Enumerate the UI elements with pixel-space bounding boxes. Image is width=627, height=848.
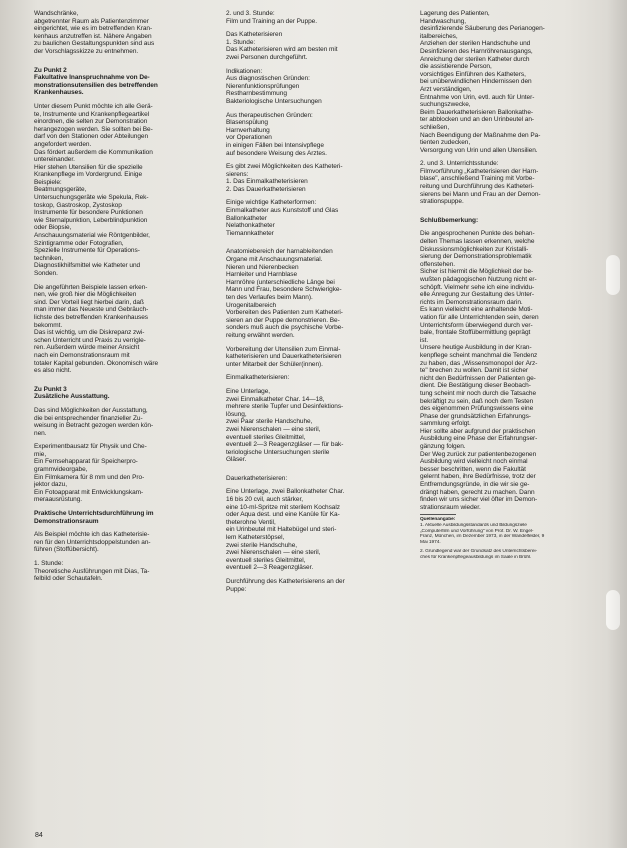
- paragraph-gap: [420, 206, 604, 217]
- text-line: Harnverhaltung: [226, 126, 270, 134]
- text-line: eventuell 2—3 Reagenzgläser — für bak-: [226, 441, 344, 449]
- text-line: Eine Unterlage,: [226, 387, 271, 395]
- text-line: Hier sollte aber aufgrund der praktischen: [420, 427, 536, 435]
- text-line: 1. Stunde:: [34, 560, 64, 567]
- text-line: die bei entsprechender finanzieller Zu-: [34, 414, 143, 422]
- text-line: Sicher ist hiermit die Möglichkeit der be-: [420, 268, 534, 276]
- page-number: 84: [35, 832, 43, 839]
- text-line: Urogenitalbereich: [226, 301, 277, 309]
- text-line: gelernt haben, ihre Bedürfnisse, trotz der: [420, 473, 536, 481]
- text-line: Unter diesem Punkt möchte ich alle Gerä-: [34, 102, 153, 110]
- text-line: Nach Beendigung der Maßnahme den Pa-: [420, 131, 541, 139]
- text-line: zwei Nierenschalen — eine steril,: [226, 425, 321, 433]
- text-line: kenhaus anzutreffen ist. Nähere Angaben: [34, 32, 152, 40]
- text-line: Anziehen der sterilen Handschuhe und: [420, 40, 531, 48]
- text-line: man immer das Neueste und Gebräuch-: [34, 306, 149, 314]
- text-line: zwei sterile Handschuhe,: [226, 541, 298, 549]
- text-line: angefordert werden.: [34, 140, 92, 148]
- text-line: Lagerung des Patienten,: [420, 10, 490, 17]
- section-heading-line: monstrationsutensilien des betreffenden: [34, 81, 158, 89]
- text-line: ter abblocken und an den Urinbeutel an-: [420, 116, 535, 124]
- text-line: meraausrüstung.: [34, 496, 83, 504]
- text-line: Mann und Frau, besondere Schwierigke-: [226, 286, 342, 294]
- text-line: oder Aqua dest. und eine Kanüle für Ka-: [226, 511, 340, 519]
- text-line: reitung und Durchführung des Katheteri-: [420, 183, 535, 191]
- text-line: 16 bis 20 cvil, auch stärker,: [226, 496, 303, 504]
- text-line: 1. Stunde:: [226, 38, 256, 46]
- paragraph-gap: [34, 375, 210, 386]
- text-line: kenpflege scheint manchmal die Tendenz: [420, 351, 538, 359]
- text-line: Beatmungsgeräte,: [34, 186, 87, 194]
- text-line: Untersuchungsgeräte wie Spekula, Rek-: [34, 194, 149, 202]
- text-line: zu haben, das „Wissensmonopol der Ärz-: [420, 359, 538, 367]
- text-line: nicht den Bedürfnissen der Patienten ge-: [420, 374, 536, 382]
- text-line: Es gibt zwei Möglichkeiten des Katheteri-: [226, 163, 343, 171]
- text-line: delten Themas lassen erkennen, welche: [420, 238, 535, 246]
- text-line: offenstehen.: [420, 260, 456, 268]
- text-line: des eigenommen Prüfungswissens eine: [420, 405, 534, 413]
- text-line: Nierenfunktionsprüfungen: [226, 82, 300, 90]
- footnote-line: Quellenangabe:: [420, 517, 456, 523]
- text-line: Spezielle Instrumente für Operations-: [34, 247, 140, 255]
- text-line: Experimentbausatz für Physik und Che-: [34, 443, 147, 451]
- text-line: Diagnostikhilfsmittel wie Katheter und: [34, 262, 141, 270]
- text-line: zwei Paar sterile Handschuhe,: [226, 418, 313, 426]
- text-line: bekräftigt zu sein, daß noch dem Testen: [420, 397, 534, 405]
- text-line: sierens:: [226, 170, 249, 178]
- text-line: eingerichtet, wie es im betreffenden Kran-: [34, 25, 153, 33]
- text-line: techniken,: [34, 254, 64, 262]
- text-line: Indikationen:: [226, 67, 263, 75]
- text-line: Einmalkatheter aus Kunststoff und Glas: [226, 207, 339, 215]
- text-line: Organe mit Anschauungsmaterial.: [226, 256, 323, 264]
- text-line: Ausbildung eine Phase der Erfahrungser-: [420, 435, 538, 443]
- text-line: unter Mitarbeit der Schüler(innen).: [226, 360, 323, 368]
- text-line: herangezogen werden. Sie sollten bei Be-: [34, 125, 153, 133]
- footnote-line: Franz, München, im Dezember 1973, in der Wandelfelder, 9: [420, 534, 545, 540]
- scan-shadow: [607, 0, 627, 848]
- text-line: Tiemannkatheter: [226, 229, 274, 237]
- text-line: Das Katheterisieren: [226, 31, 283, 39]
- text-line: strationsraum wieder.: [420, 503, 481, 511]
- text-line: theterohne Ventil,: [226, 518, 276, 526]
- text-line: Theoretische Ausführungen mit Dias, Ta-: [34, 567, 150, 575]
- text-line: toskop, Gastroskop, Zystoskop: [34, 201, 122, 209]
- text-line: zu baulichen Gestaltungspunkten sind aus: [34, 40, 155, 48]
- section-heading-line: Praktische Unterrichtsdurchführung im: [34, 510, 154, 518]
- text-line: Desinfizieren des Harnröhrenausgangs,: [420, 47, 533, 55]
- text-line: Beispiele:: [34, 178, 62, 186]
- text-line: zwei Nierenschalen — eine steril,: [226, 549, 321, 557]
- text-line: mie,: [34, 450, 47, 458]
- text-line: richts im Demonstrationsraum darin.: [420, 298, 523, 306]
- section-heading-line: Fakultative Inanspruchnahme von De-: [34, 74, 150, 82]
- text-line: te" brechen zu wollen. Damit ist sicher: [420, 367, 529, 375]
- text-line: eventuell steriles Gleitmittel,: [226, 433, 306, 441]
- text-line: besser beschritten, wenn die Fakultät: [420, 465, 526, 473]
- text-line: nen.: [34, 429, 47, 437]
- text-line: 1. Das Einmalkatheterisieren: [226, 178, 308, 186]
- paragraph-gap: [34, 56, 210, 67]
- text-line: Beim Dauerkatheterisieren Ballonkathe-: [420, 108, 533, 116]
- text-line: nach ein Demonstrationsraum mit: [34, 351, 130, 359]
- text-line: Film und Training an der Puppe.: [226, 17, 317, 25]
- text-line: Aus therapeutischen Gründen:: [226, 111, 313, 119]
- text-line: finden wir uns sicher viel öfter im Demon-: [420, 496, 538, 504]
- text-line: Diskussionsmöglichkeiten zur Kristalli-: [420, 245, 529, 253]
- text-line: 2. und 3. Stunde:: [226, 10, 275, 17]
- section-heading-line: Zu Punkt 3: [34, 385, 67, 393]
- text-line: weisung in Betracht gezogen werden kön-: [34, 422, 154, 430]
- text-line: schen Unterricht und Praxis zu verrigle-: [34, 336, 146, 344]
- text-line: Vorbereiten des Patienten zum Katheteri-: [226, 309, 343, 317]
- text-line: zwei Einmalkatheter Char. 14—18,: [226, 395, 325, 403]
- text-line: ren für den Unterrichtsdoppelstunden an-: [34, 538, 151, 546]
- text-line: sierung der Demonstrationsproblematik: [420, 253, 532, 261]
- text-line: Krankenpflege im Vordergrund. Einige: [34, 171, 143, 179]
- text-line: darf von den Stationen oder Abteilungen: [34, 133, 149, 141]
- text-line: Bakteriologische Untersuchungen: [226, 97, 322, 105]
- text-line: blase", anschließend Training mit Vorbe-: [420, 175, 535, 183]
- text-line: dient. Die Bestätigung dieser Beobach-: [420, 382, 531, 390]
- text-line: führen (Stoffübersicht).: [34, 546, 99, 554]
- text-line: Als Beispiel möchte ich das Katheterisie-: [34, 531, 150, 539]
- text-line: Handwaschung,: [420, 17, 466, 25]
- text-line: Unsere heutige Ausbildung in der Kran-: [420, 344, 532, 352]
- text-line: Nelathonkatheter: [226, 222, 275, 230]
- text-line: Gläser.: [226, 456, 247, 464]
- text-line: Puppe:: [226, 585, 247, 593]
- text-line: Szintigramme oder Fotografien,: [34, 239, 124, 247]
- text-line: eventuell steriles Gleitmittel,: [226, 556, 306, 564]
- text-line: Ein Fotoapparat mit Entwicklungskam-: [34, 488, 144, 496]
- text-line: Einmalkatheterisieren:: [226, 374, 290, 382]
- text-line: strationspuppe.: [420, 198, 464, 206]
- text-line: Entnahme von Urin, evtl. auch für Unter-: [420, 93, 535, 101]
- footnote-line: 1. Aktuelle Ausbildungsstandards und Bildungsziele: [420, 523, 527, 528]
- text-line: desinfizierende Säuberung des Perianogen-: [420, 25, 545, 33]
- text-line: sonders muß auch die psychische Vorbe-: [226, 324, 344, 332]
- text-line: Durchführung des Katheterisierens an der: [226, 578, 345, 585]
- column-left: [34, 10, 210, 583]
- footnote-rule: [420, 514, 456, 515]
- text-line: auf besondere Weisung des Arztes.: [226, 149, 327, 157]
- text-line: Entfremdungsgründe, in die wir sie ge-: [420, 481, 530, 489]
- column-right: [420, 10, 604, 561]
- text-line: reitung erwähnt werden.: [226, 331, 295, 339]
- text-line: gänzung folgen.: [420, 443, 466, 451]
- text-line: Hier stehen Utensilien für die spezielle: [34, 163, 143, 171]
- text-line: schließen,: [420, 123, 450, 131]
- text-line: te, Instrumente und Krankenpflegeartikel: [34, 110, 150, 118]
- text-line: vation für alle Unterrichtenden sein, deren: [420, 313, 539, 321]
- text-line: Anschauungsmaterial wie Röntgenbilder,: [34, 232, 150, 240]
- section-heading-line: Schlußbemerkung:: [420, 216, 479, 224]
- text-line: ten des Verlaufes beim Mann).: [226, 294, 313, 301]
- column-middle: [226, 10, 406, 593]
- text-line: totaler Kapital gebunden. Ökonomisch wäre: [34, 359, 159, 367]
- text-line: Eine Unterlage, zwei Ballonkatheter Char.: [226, 488, 345, 496]
- text-line: Harnleiter und Harnblase: [226, 271, 298, 279]
- text-line: Blasenspülung: [226, 119, 268, 127]
- text-line: es also nicht.: [34, 367, 72, 375]
- section-heading-line: Krankenhauses.: [34, 89, 84, 97]
- text-line: suchungszwecke,: [420, 101, 471, 109]
- text-line: Die angesprochenen Punkte des behan-: [420, 230, 535, 238]
- text-line: vorsichtiges Einführen des Katheters,: [420, 70, 526, 78]
- footnote-line: „Computerfilm und Vorführung" von Prof. Dr. W. Engel-: [420, 528, 534, 534]
- paragraph-gap: [226, 237, 406, 248]
- text-line: Einige wichtige Katheterformen:: [226, 199, 317, 207]
- text-line: Nieren und Nierenbecken: [226, 263, 299, 271]
- text-line: lichste des betreffenden Krankenhauses: [34, 313, 148, 321]
- text-line: Instrumente für besondere Punktionen: [34, 209, 143, 217]
- text-line: bekommt.: [34, 321, 63, 329]
- text-line: 2. Das Dauerkatheterisieren: [226, 185, 306, 193]
- text-line: Sonden.: [34, 270, 58, 277]
- text-line: felbild oder Schautafeln.: [34, 575, 103, 583]
- text-line: tung scheint mir noch durch die Tatsache: [420, 389, 537, 397]
- footnote-line: 2. Grundlegend war der Grundsatz des Unterrichtsberei-: [420, 549, 538, 555]
- text-line: Unterrichtsform überwiegend durch ver-: [420, 321, 533, 329]
- text-line: bei unüberwindlichen Hindernissen den: [420, 78, 532, 86]
- text-line: bale, frontale Stoffübermittlung geprägt: [420, 329, 531, 337]
- text-line: Versorgung von Urin und allen Utensilien.: [420, 146, 538, 154]
- text-line: Das sind Möglichkeiten der Ausstattung,: [34, 406, 148, 414]
- text-line: zwei Personen durchgeführt.: [226, 53, 308, 61]
- text-line: Das Katheterisieren wird am besten mit: [226, 46, 338, 54]
- text-line: nen, wie groß hier die Möglichkeiten: [34, 291, 137, 299]
- text-line: drängt haben, gerecht zu machen. Dann: [420, 488, 535, 496]
- text-line: Ausbildung wird vielleicht noch einmal: [420, 458, 528, 466]
- text-line: einordnen, die selten zur Demonstration: [34, 118, 148, 126]
- section-heading-line: Zu Punkt 2: [34, 66, 67, 74]
- text-line: Dauerkatheterisieren:: [226, 474, 288, 482]
- text-line: Filmvorführung „Katheterisieren der Harn-: [420, 167, 539, 175]
- text-line: Restharnbestimmung: [226, 90, 287, 98]
- text-line: wußten pädagogischen Nutzung nicht er-: [420, 276, 537, 283]
- text-line: Es kann vielleicht eine anhaltende Moti-: [420, 306, 533, 314]
- text-line: Der Weg zurück zur patientenbezogenen: [420, 450, 537, 458]
- text-line: abgetrennter Raum als Patientenzimmer: [34, 17, 149, 25]
- text-line: sieren an der Puppe demonstrieren. Be-: [226, 316, 340, 324]
- text-line: Wandschränke,: [34, 10, 79, 17]
- text-line: ist.: [420, 336, 429, 344]
- section-heading-line: Demonstrationsraum: [34, 517, 99, 525]
- text-line: untereinander.: [34, 156, 75, 164]
- text-line: italbereiches,: [420, 32, 458, 40]
- text-line: Das fördert außerdem die Kommunikation: [34, 148, 153, 156]
- text-line: schöpft. Vielmehr sehe ich eine individu-: [420, 283, 535, 291]
- text-line: der Vorschlagsskizze zu entnehmen.: [34, 47, 139, 55]
- text-line: Ein Filmkamera für 8 mm und den Pro-: [34, 473, 145, 481]
- text-line: die assistierende Person,: [420, 63, 492, 71]
- text-line: jektor dazu,: [34, 481, 68, 489]
- text-line: wie Sternalpunktion, Leberblindpunktion: [34, 216, 148, 224]
- text-line: Harnröhre (unterschiedliche Länge bei: [226, 278, 335, 286]
- section-heading-line: Zusätzliche Ausstattung.: [34, 393, 110, 401]
- footnote-line: ches für Krankenpflegeausbildungs im Saale in Brühl.: [420, 554, 532, 560]
- text-line: Vorbereitung der Utensilien zum Einmal-: [226, 345, 341, 353]
- text-line: grammvideorgabe,: [34, 466, 88, 474]
- text-line: ein Urinbeutel mit Haltebügel und steri-: [226, 526, 337, 534]
- footnote-line: Mai 1974.: [420, 539, 441, 545]
- paragraph-gap: [226, 464, 406, 475]
- text-line: lösung,: [226, 410, 247, 418]
- text-line: elle Anregung zur Gestaltung des Unter-: [420, 291, 535, 299]
- text-line: ren. Außerdem würde meiner Ansicht: [34, 344, 140, 352]
- text-line: eine 10-ml-Spritze mit sterilem Kochsalz: [226, 503, 340, 511]
- text-line: vor Operationen: [226, 134, 272, 142]
- text-line: Die angeführten Beispiele lassen erken-: [34, 283, 148, 291]
- text-line: eventuell 2—3 Reagenzgläser.: [226, 564, 314, 572]
- text-line: Ein Fernsehapparat für Speicherpro-: [34, 458, 138, 466]
- text-line: lem Katheterstöpsel,: [226, 534, 285, 542]
- text-line: Aus diagnostischen Gründen:: [226, 75, 310, 83]
- text-line: teriologische Untersuchungen sterile: [226, 448, 330, 456]
- text-line: Phase der grundsätzlichen Erfahrungs-: [420, 412, 531, 420]
- text-line: katheterisieren und Dauerkatheterisieren: [226, 353, 342, 361]
- text-line: tienten zudecken,: [420, 139, 471, 147]
- text-line: sammlung erfolgt.: [420, 420, 471, 428]
- text-line: in einigen Fällen bei Intensivpflege: [226, 141, 324, 149]
- text-line: Das ist wichtig, um die Diskrepanz zwi-: [34, 329, 145, 337]
- text-line: Anatomiebereich der harnableitenden: [226, 248, 333, 256]
- text-line: Anreichung der sterilen Katheter durch: [420, 55, 530, 63]
- text-line: mehrere sterile Tupfer und Desinfektions-: [226, 403, 344, 411]
- text-line: 2. und 3. Unterrichtsstunde:: [420, 160, 499, 168]
- text-line: sind. Der Vorteil liegt hierbei darin, daß: [34, 298, 144, 306]
- text-line: Arzt verständigen,: [420, 85, 472, 93]
- text-line: oder Biopsie,: [34, 224, 72, 232]
- text-line: Ballonkatheter: [226, 214, 267, 222]
- text-line: sierens bei Mann und Frau an der Demon-: [420, 190, 541, 198]
